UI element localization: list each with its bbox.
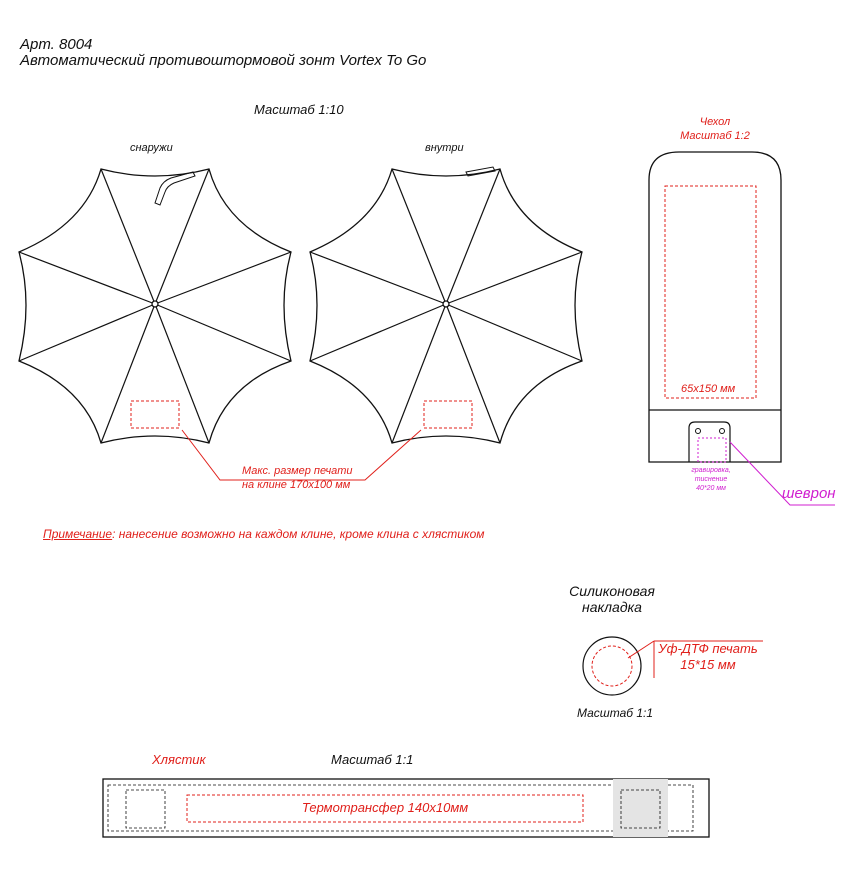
umbrella-outside-print-area: [131, 401, 179, 428]
print-note-line2: на клине 170х100 мм: [242, 479, 351, 491]
strap-left-velcro: [126, 790, 165, 828]
umbrella-outside-hub: [152, 301, 158, 307]
umbrella-inside-print-area: [424, 401, 472, 428]
note-prefix: Примечание: [43, 527, 113, 541]
cover-print-area: [665, 186, 756, 398]
umbrella-inside: [310, 167, 582, 443]
silicone-print-line1: Уф-ДТФ печать: [658, 641, 758, 656]
engraving-line3: 40*20 мм: [696, 485, 726, 492]
note: [43, 527, 484, 541]
strap-label: Хлястик: [152, 752, 206, 767]
silicone-title-line2: накладка: [582, 599, 642, 615]
print-note-line1: Макс. размер печати: [242, 465, 353, 477]
inside-label: внутри: [425, 142, 464, 154]
cover-scale: Масштаб 1:2: [680, 130, 750, 142]
silicone-print-line2: 15*15 мм: [680, 657, 736, 672]
engraving-line1: гравировка,: [691, 467, 731, 474]
outside-label: снаружи: [130, 142, 173, 154]
chevron-label: шеврон: [782, 485, 836, 502]
page-title: Автоматический противоштормовой зонт Vortex To Go: [20, 52, 427, 69]
silicone-scale: Масштаб 1:1: [577, 706, 654, 720]
cover-outline: [649, 152, 781, 462]
silicone-pad-print-area: [592, 646, 632, 686]
cover-chevron-rivet-right: [720, 429, 725, 434]
cover-chevron: [689, 422, 730, 462]
cover-drawing: [649, 152, 835, 505]
cover-print-size: 65х150 мм: [681, 383, 736, 395]
cover-chevron-rivet-left: [696, 429, 701, 434]
umbrella-outside-strap: [155, 172, 195, 205]
strap-print-size: Термотрансфер 140х10мм: [301, 800, 469, 815]
note-text: : нанесение возможно на каждом клине, кроме клина с хлястиком: [112, 527, 485, 541]
cover-title: Чехол: [699, 116, 731, 128]
silicone-title-line1: Силиконовая: [569, 583, 655, 599]
umbrella-inside-hub: [443, 301, 449, 307]
cover-engraving-area: [698, 438, 726, 462]
engraving-line2: тиснение: [694, 476, 728, 483]
umbrella-outside: [19, 169, 291, 443]
article-number: Арт. 8004: [20, 36, 93, 53]
strap-scale: Масштаб 1:1: [331, 752, 414, 767]
umbrella-scale: Масштаб 1:10: [254, 102, 344, 117]
